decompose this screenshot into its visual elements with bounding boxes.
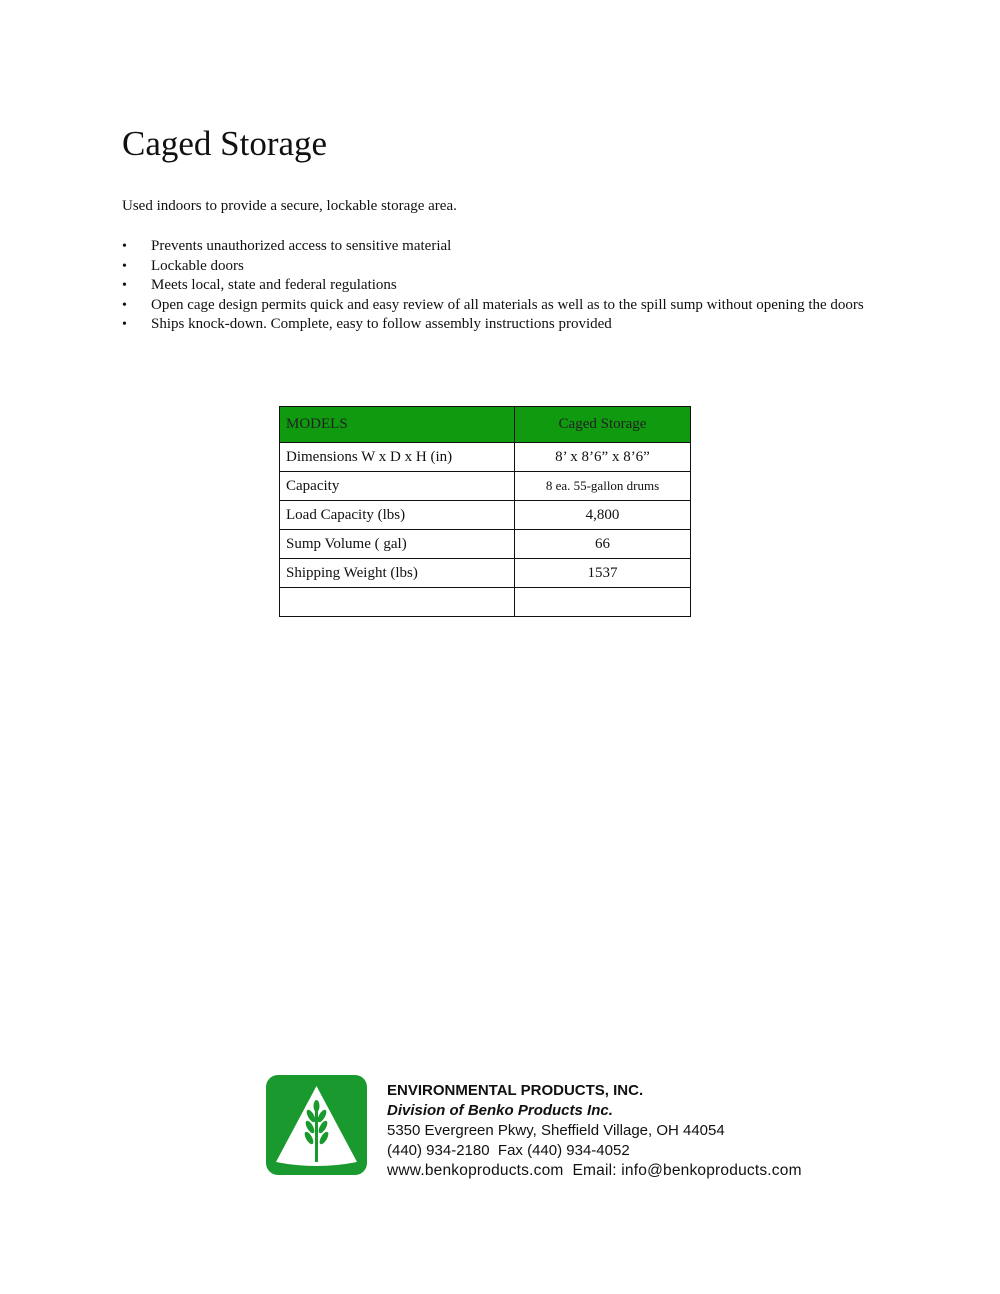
spec-label: Sump Volume ( gal) — [280, 530, 515, 559]
table-row — [280, 443, 691, 472]
wheat-triangle-logo-icon — [265, 1074, 368, 1176]
spec-value: 8’ x 8’6” x 8’6” — [515, 443, 691, 472]
feature-item: • Meets local, state and federal regulations — [122, 276, 882, 296]
spec-header-row — [280, 407, 691, 443]
contact-block — [387, 1081, 802, 1181]
spec-value — [515, 588, 691, 617]
feature-list — [122, 237, 882, 335]
company-name: ENVIRONMENTAL PRODUCTS, INC. — [387, 1082, 644, 1099]
company-footer — [265, 1074, 905, 1184]
table-row — [280, 501, 691, 530]
address: 5350 Evergreen Pkwy, Sheffield Village, OH 44054 — [387, 1122, 725, 1139]
spec-label: Load Capacity (lbs) — [280, 501, 515, 530]
spec-table — [279, 406, 691, 617]
phone-fax: (440) 934-2180 Fax (440) 934-4052 — [387, 1142, 630, 1159]
spec-header-label: MODELS — [280, 407, 515, 443]
spec-value: 8 ea. 55-gallon drums — [515, 472, 691, 501]
spec-value: 1537 — [515, 559, 691, 588]
spec-value: 4,800 — [515, 501, 691, 530]
spec-header-model: Caged Storage — [515, 407, 691, 443]
feature-item: • Open cage design permits quick and easy review of all materials as well as to the spill sump without opening the doors — [122, 296, 882, 316]
spec-label — [280, 588, 515, 617]
web-email: www.benkoproducts.com Email: info@benkoproducts.com — [387, 1162, 802, 1179]
table-row — [280, 588, 691, 617]
table-row — [280, 472, 691, 501]
feature-item: • Lockable doors — [122, 257, 882, 277]
feature-item: • Ships knock-down. Complete, easy to follow assembly instructions provided — [122, 315, 882, 335]
table-row — [280, 559, 691, 588]
spec-value: 66 — [515, 530, 691, 559]
spec-label: Dimensions W x D x H (in) — [280, 443, 515, 472]
table-row — [280, 530, 691, 559]
intro-text: Used indoors to provide a secure, lockable storage area. — [122, 198, 457, 214]
page-title: Caged Storage — [122, 124, 328, 163]
division-name: Division of Benko Products Inc. — [387, 1102, 613, 1119]
spec-label: Shipping Weight (lbs) — [280, 559, 515, 588]
feature-item: • Prevents unauthorized access to sensitive material — [122, 237, 882, 257]
spec-label: Capacity — [280, 472, 515, 501]
